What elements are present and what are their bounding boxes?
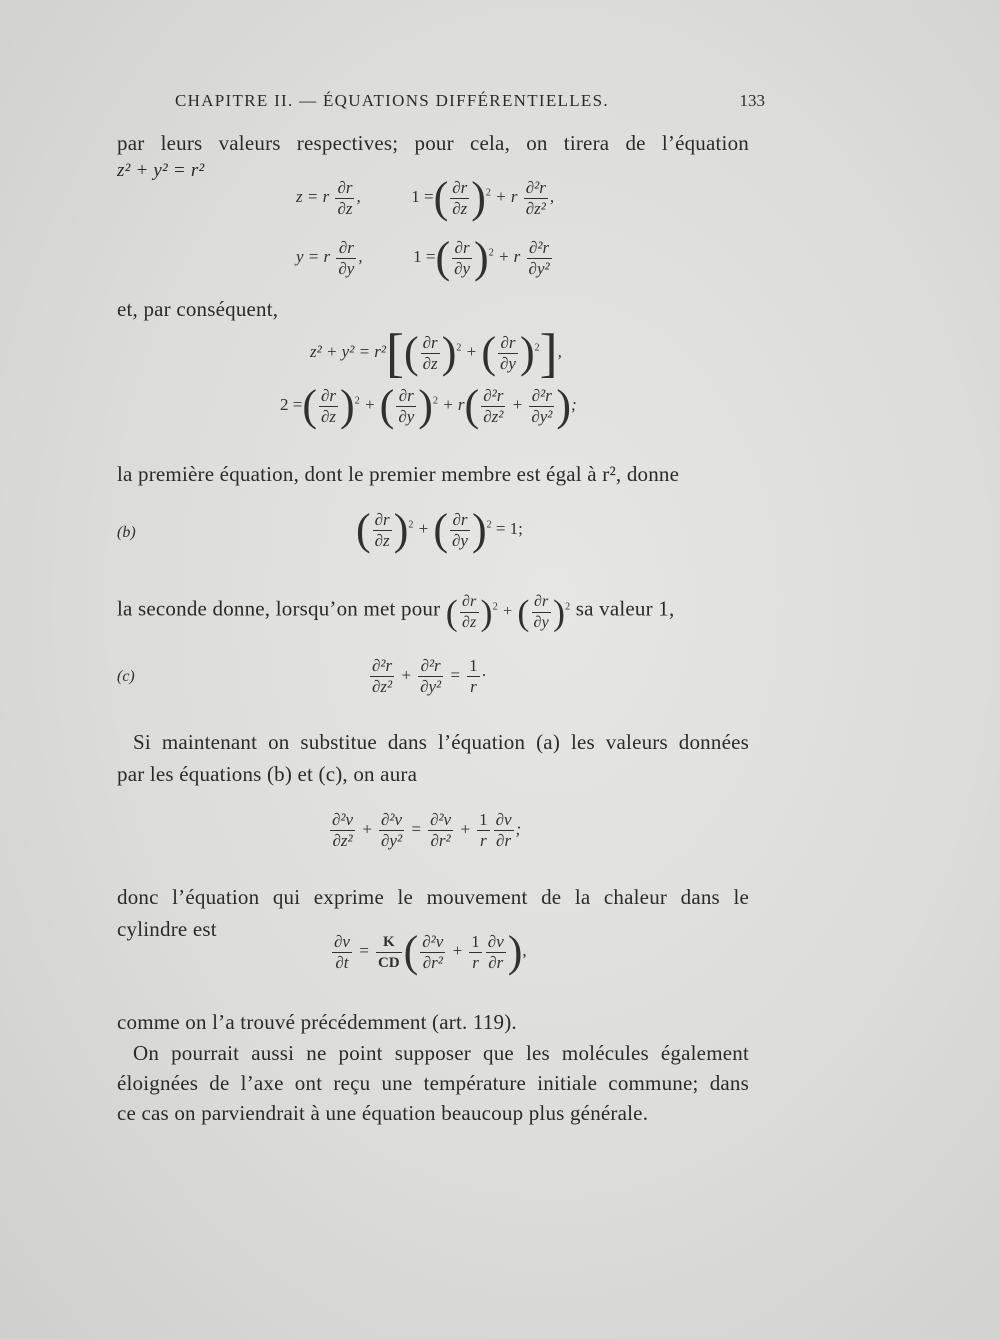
numerator: ∂r (338, 237, 354, 257)
denominator: r (467, 676, 480, 697)
denominator: r (469, 952, 482, 973)
inline-equation: ( $\frac{\partial r}{\partial z}$ )$^2$ + ( $\frac{\partial r}{\partial y}$ )$^2$ (445, 592, 571, 632)
paragraph-line: cylindre est (117, 917, 217, 941)
equation-label-c: (c) (117, 668, 135, 685)
equation-text: 1 = (411, 186, 434, 206)
fraction (477, 810, 490, 851)
denominator: ∂r² (420, 952, 445, 973)
denominator: CD (376, 952, 402, 973)
fraction (452, 238, 472, 279)
equation-y: y = r $\frac{\partial r}{\partial y}$ , 1 =( $\frac{\partial r}{\partial y}$ )$^2$ + r $\frac{\text{∂²r}}{\text{∂y²}}$ (296, 233, 550, 282)
numerator: 1 (469, 656, 478, 675)
fraction (373, 510, 392, 551)
fraction (469, 932, 482, 973)
fraction (420, 932, 445, 973)
equation-b: ( $\frac{\partial r}{\partial z}$ )$^2$ + ( $\frac{\partial r}{\partial y}$ )$^2$ = 1; (356, 505, 523, 554)
denominator: ∂y (533, 613, 549, 631)
fraction (330, 810, 355, 851)
numerator: ∂²r (531, 385, 552, 405)
equation-text: = 1; (491, 518, 523, 538)
fraction (486, 932, 506, 973)
equation-text: z² + y² = r² (310, 341, 387, 361)
numerator: ∂r (533, 592, 549, 610)
denominator: ∂y (398, 406, 415, 426)
numerator: ∂²r (420, 656, 441, 675)
denominator: ∂y (338, 258, 355, 278)
fraction (498, 333, 518, 374)
paragraph-line: éloignées de l’axe ont reçu une température initiale commune; dans (117, 1071, 749, 1095)
fraction (532, 592, 551, 633)
numerator: K (382, 933, 395, 950)
equation-label-b: (b) (117, 524, 136, 541)
equation-laplacian: $\frac{\text{∂²v}}{\text{∂z²}}$ + $\frac{\text{∂²v}}{\text{∂y²}}$ = $\frac{\text{∂²v}}{\text{∂r²}}$ + $\frac{1}{r}$ $\frac{\partial v}{\partial r}$ ; (332, 810, 522, 850)
denominator: ∂z² (330, 830, 355, 851)
fraction (450, 178, 469, 219)
paragraph-line (117, 590, 749, 634)
numerator: ∂²v (430, 810, 452, 829)
fraction (529, 386, 554, 427)
denominator: ∂z (422, 353, 438, 373)
equation-text: y = r (296, 246, 331, 266)
numerator: ∂r (461, 592, 477, 610)
denominator: ∂y (499, 353, 516, 373)
equation-text: + r (497, 246, 521, 266)
equation-text: z² + y² = r² (117, 160, 205, 181)
denominator: ∂z (461, 613, 477, 631)
fraction (460, 592, 479, 633)
text-fragment: la seconde donne, lorsqu’on met pour (117, 596, 441, 621)
paragraph-line: On pourrait aussi ne point supposer que les molécules également (133, 1041, 749, 1065)
numerator: ∂r (321, 385, 337, 405)
numerator: ∂²r (525, 177, 546, 197)
fraction (336, 238, 356, 279)
paragraph-line: donc l’équation qui exprime le mouvement de la chaleur dans le (117, 885, 749, 909)
fraction (527, 238, 552, 279)
fraction (319, 386, 338, 427)
numerator: 1 (471, 931, 480, 951)
numerator: ∂r (452, 509, 468, 529)
fraction (370, 656, 394, 697)
denominator: ∂z² (372, 677, 393, 696)
equation-text: 1 = (413, 246, 436, 266)
fraction (524, 178, 548, 219)
page-number: 133 (739, 91, 765, 110)
fraction (481, 386, 505, 427)
numerator: ∂r (422, 332, 438, 352)
numerator: ∂r (398, 385, 414, 405)
paragraph-line: ce cas on parviendrait à une équation beaucoup plus générale. (117, 1101, 649, 1125)
equation-text: z = r (296, 186, 330, 206)
numerator: ∂r (337, 177, 353, 197)
denominator: ∂z² (483, 406, 504, 426)
numerator: ∂²v (332, 810, 354, 829)
denominator: ∂z (321, 406, 337, 426)
paragraph-line: Si maintenant on substitue dans l’équation (a) les valeurs données (133, 730, 749, 754)
denominator: ∂z (337, 198, 353, 218)
numerator: ∂²v (381, 810, 403, 829)
equation-two: 2 =( $\frac{\partial r}{\partial z}$ )$^2$ + ( $\frac{\partial r}{\partial y}$ )$^2$ + r( $\frac{\text{∂²r}}{\text{∂z²}}$ + $\frac{\text{∂²r}}{\text{∂y²}}$ ); (280, 381, 577, 430)
fraction (421, 333, 440, 374)
denominator: ∂y (454, 258, 471, 278)
equation-text: 2 = (280, 394, 303, 414)
equation-text: + r (495, 186, 518, 206)
denominator: ∂y² (531, 406, 553, 426)
equation-heat: $\frac{\partial v}{\partial t}$ = $\frac{K}{CD}$ ( $\frac{\text{∂²v}}{\text{∂r²}}$ + $\frac{1}{r}$ $\frac{\partial v}{\partial r}$ ), (334, 927, 527, 976)
denominator: ∂r (494, 830, 514, 851)
numerator: ∂v (495, 810, 512, 829)
numerator: ∂r (452, 177, 468, 197)
equation-z: z = r $\frac{\partial r}{\partial z}$ , 1 =( $\frac{\partial r}{\partial z}$ )$^2$ + r $\frac{\text{∂²r}}{\text{∂z²}}$ , (296, 173, 555, 222)
denominator: ∂y² (381, 831, 403, 850)
numerator: ∂²r (483, 385, 504, 405)
denominator: ∂z (374, 530, 390, 550)
denominator: ∂r (486, 952, 506, 973)
denominator: ∂z (452, 198, 468, 218)
numerator: ∂r (500, 332, 516, 352)
fraction (450, 510, 470, 551)
paragraph-line: par leurs valeurs respectives; pour cela, on tirera de l’équation (117, 131, 749, 155)
denominator: ∂t (332, 952, 352, 973)
paragraph-line: par les équations (b) et (c), on aura (117, 762, 418, 786)
paragraph-line: la première équation, dont le premier membre est égal à r², donne (117, 462, 680, 486)
fraction (494, 810, 514, 851)
denominator: ∂y² (420, 677, 442, 696)
numerator: ∂²v (422, 931, 444, 951)
numerator: ∂v (334, 931, 350, 951)
fraction (379, 810, 404, 851)
denominator: ∂z² (525, 198, 546, 218)
denominator: ∂y (451, 530, 468, 550)
fraction (428, 810, 453, 851)
paragraph-line: comme on l’a trouvé précédemment (art. 119). (117, 1010, 517, 1034)
chapter-title: CHAPITRE II. — ÉQUATIONS DIFFÉRENTIELLES. (175, 91, 609, 110)
denominator: r (477, 830, 490, 851)
numerator: ∂²r (529, 237, 550, 257)
numerator: ∂r (454, 237, 470, 257)
text-fragment: sa valeur 1, (575, 596, 675, 621)
denominator: ∂r² (428, 830, 453, 851)
numerator: ∂²r (372, 656, 393, 675)
equation-c: $\frac{\text{∂²r}}{\text{∂z²}}$ + $\frac{\text{∂²r}}{\text{∂y²}}$ = $\frac{1}{r}$ · (372, 656, 486, 696)
paragraph-line: et, par conséquent, (117, 297, 279, 321)
fraction (332, 932, 352, 973)
numerator: ∂v (487, 931, 504, 951)
numerator: ∂r (374, 509, 390, 529)
fraction (376, 932, 402, 973)
fraction (467, 656, 480, 697)
numerator: 1 (479, 810, 488, 829)
equation-sum: z² + y² = r²[( $\frac{\partial r}{\partial z}$ )$^2$ + ( $\frac{\partial r}{\partial y}$ )$^2$], (310, 323, 562, 383)
denominator: ∂y² (528, 258, 550, 278)
fraction (418, 656, 443, 697)
fraction (396, 386, 416, 427)
fraction (335, 178, 354, 219)
